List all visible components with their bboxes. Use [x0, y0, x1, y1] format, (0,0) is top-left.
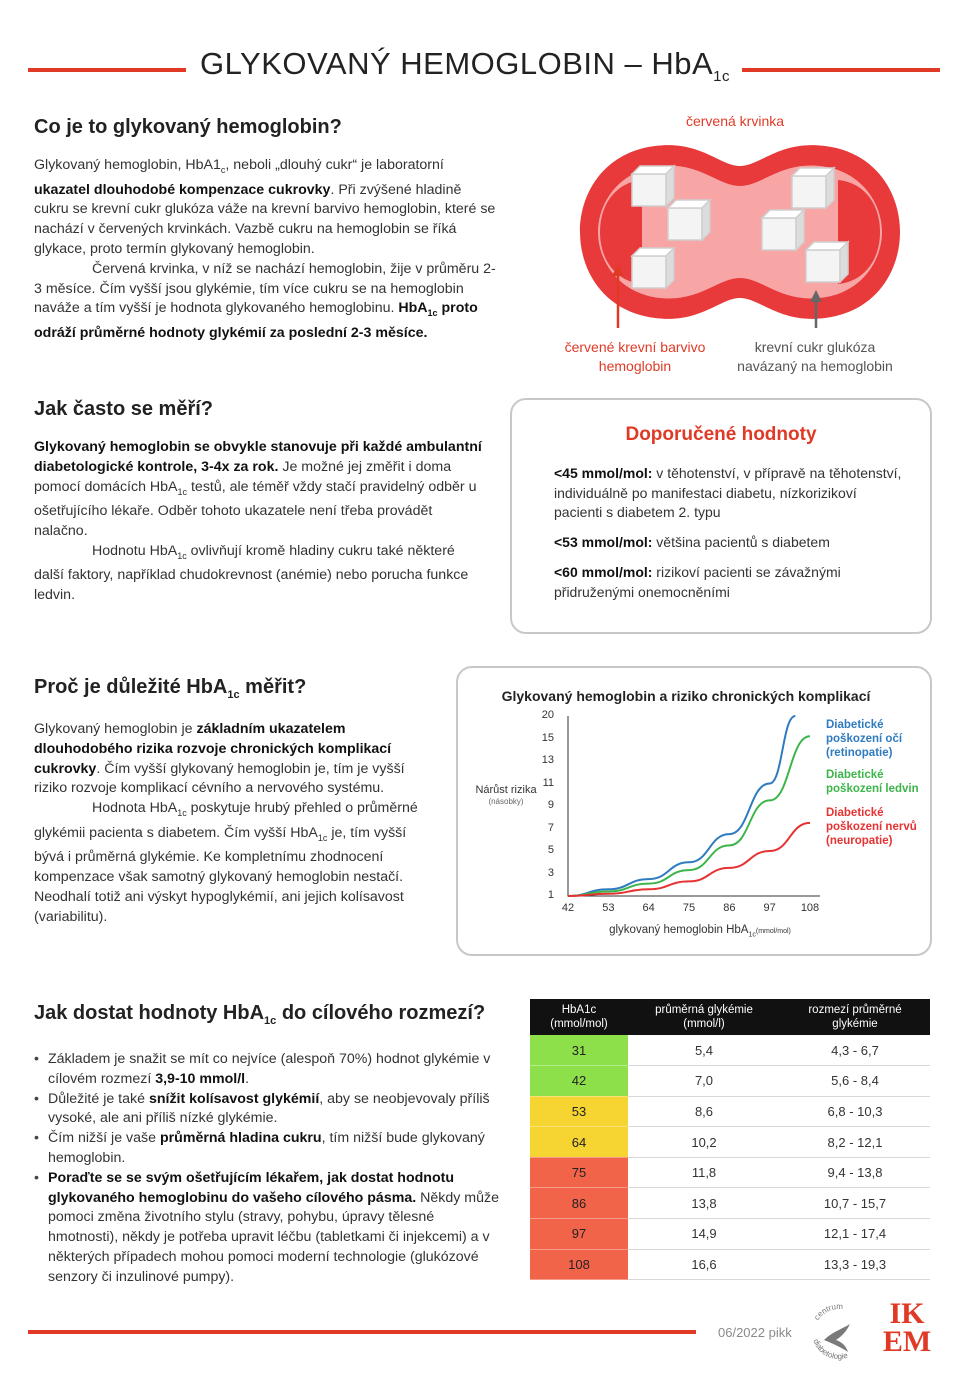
list-item: • Základem je snažit se mít co nejvíce (alespoň 70%) hodnot glykémie v cílovém rozmezí 3,9-10 mmol/l. — [34, 1050, 504, 1090]
list-item: • Důležité je také snížit kolísavost glykémií, aby se neobjevovaly příliš vysoké, ale ani příliš nízké glykémie. — [34, 1090, 504, 1130]
cell-label-hemoglobin: červené krevní barvivo hemoglobin — [564, 339, 706, 374]
chart-y-tick-label: 1 — [547, 889, 554, 901]
chart-y-tick-label: 13 — [541, 754, 554, 766]
chart-legend-item — [826, 806, 926, 848]
chart-x-tick-label: 42 — [561, 902, 575, 914]
header-rule-left — [28, 68, 186, 72]
table-cell-hba1c: 42 — [530, 1066, 628, 1097]
chart-legend-item — [826, 718, 926, 760]
table-row — [530, 1066, 930, 1097]
table-row — [530, 1127, 930, 1158]
chart-plot — [560, 714, 824, 898]
chart-legend-line: (neuropatie) — [826, 835, 893, 847]
cell-label-red-blood-cell: červená krvinka — [685, 113, 785, 129]
ikem-logo: IK EM — [882, 1297, 932, 1358]
recommended-values-title: Doporučené hodnoty — [625, 424, 817, 445]
table-cell-range: 4,3 - 6,7 — [780, 1035, 930, 1066]
page-title: GLYKOVANÝ HEMOGLOBIN – HbA$_{1c}$ — [200, 46, 731, 86]
chart-y-tick-label: 9 — [547, 799, 554, 811]
chart-y-tick-label: 20 — [541, 709, 554, 721]
centrum-diabetologie-badge — [806, 1298, 872, 1370]
chart-y-tick-label: 5 — [547, 844, 554, 856]
red-blood-cell-diagram — [570, 132, 910, 332]
header-rule-right — [742, 68, 940, 72]
chart-series-line-2 — [568, 823, 810, 896]
table-cell-avg: 5,4 — [628, 1035, 780, 1066]
table-row — [530, 1157, 930, 1188]
target-bullet-list — [34, 1050, 504, 1288]
chart-legend-line: poškození nervů — [826, 821, 917, 833]
chart-legend-item — [826, 768, 926, 796]
chart-legend-line: Diabetické — [826, 769, 884, 781]
table-header-row — [530, 999, 930, 1035]
table-cell-range: 5,6 - 8,4 — [780, 1066, 930, 1097]
table-cell-range: 9,4 - 13,8 — [780, 1157, 930, 1188]
table-cell-avg: 16,6 — [628, 1249, 780, 1280]
section-why-heading: Proč je důležité HbA$_{1c}$ měřit? — [34, 676, 307, 701]
table-row — [530, 1035, 930, 1066]
table-row — [530, 1096, 930, 1127]
chart-legend-line: Diabetické — [826, 807, 884, 819]
section-frequency-text: Glykovaný hemoglobin se obvykle stanovuje při každé ambulantní diabetologické kontrole, 3-4x za rok. Je možné jej změřit i doma pomocí domácích HbA$_{1c}$ testů, ale téměř vždy stačí pravidelný odběr u ošetřujícího lékaře. Odběr tohoto ukazatele není třeba provádět nalačno. Hodnotu HbA$_{1c}$ ovlivňují kromě hladiny cukru také některé další faktory, například chudokrevnost (anémie) nebo porucha funkce ledvin. — [34, 439, 482, 604]
chart-y-tick-label: 3 — [547, 866, 554, 879]
table-cell-range: 8,2 - 12,1 — [780, 1127, 930, 1158]
svg-text:diabetologie: diabetologie — [811, 1337, 849, 1362]
chart-xlabel: glykovaný hemoglobin HbA$_{1c}$(mmol/mol) — [609, 924, 791, 939]
table-row — [530, 1249, 930, 1280]
recommended-item-53: <53 mmol/mol: většina pacientů s diabetem — [554, 534, 830, 550]
table-cell-avg: 10,2 — [628, 1127, 780, 1158]
bird-icon — [824, 1324, 850, 1352]
table-cell-range: 12,1 - 17,4 — [780, 1219, 930, 1250]
chart-legend-line: poškození ledvin — [826, 783, 919, 795]
chart-series-line-0 — [568, 716, 795, 896]
list-item: • Poraďte se se svým ošetřujícím lékařem, jak dostat hodnotu glykovaného hemoglobinu do vašeho cílového pásma. Někdy může pomoci změna životního stylu (stravy, pohybu, úpravy tělesné hmotnosti), někdy je potřeba upravit léčbu (tabletkami či injekcemi) a v některých případech mohou pomoci moderní technologie (glukózové senzory či inzulinové pumpy). — [34, 1169, 504, 1288]
chart-legend-line: (retinopatie) — [826, 747, 893, 759]
table-cell-range: 13,3 - 19,3 — [780, 1249, 930, 1280]
table-cell-avg: 13,8 — [628, 1188, 780, 1219]
table-cell-range: 10,7 - 15,7 — [780, 1188, 930, 1219]
chart-x-tick-label: 86 — [723, 902, 736, 914]
table-header-avg: průměrná glykémie (mmol/l) — [628, 999, 780, 1035]
cell-label-glucose: krevní cukr glukóza navázaný na hemoglobin — [737, 339, 893, 374]
chart-legend-line: poškození očí — [826, 733, 903, 745]
chart-y-tick-label: 7 — [547, 821, 554, 834]
table-cell-hba1c: 86 — [530, 1188, 628, 1219]
chart-title: Glykovaný hemoglobin a riziko chronických komplikací — [501, 688, 871, 704]
chart-series-line-1 — [568, 736, 810, 896]
chart-y-tick-label: 11 — [542, 776, 554, 789]
table-cell-avg: 14,9 — [628, 1219, 780, 1250]
table-header-hba1c: HbA1c (mmol/mol) — [530, 999, 628, 1035]
table-cell-avg: 7,0 — [628, 1066, 780, 1097]
chart-y-tick-label: 15 — [541, 731, 554, 744]
section-frequency-heading: Jak často se měří? — [34, 398, 213, 420]
table-cell-hba1c: 64 — [530, 1127, 628, 1158]
section-why-text: Glykovaný hemoglobin je základním ukazatelem dlouhodobého rizika rozvoje chronických komplikací cukrovky. Čím vyšší glykovaný hemoglobin je, tím je vyšší riziko rozvoje komplikací cévního a nervového systému. Hodnota HbA$_{1c}$ poskytuje hrubý přehled o průměrné glykémii pacienta s diabetem. Čím vyšší HbA$_{1c}$ je, tím vyšší bývá i průměrná glykémie. Ke kompletnímu zhodnocení kompenzace však samotný glykovaný hemoglobin nestačí. Neodhalí totiž ani výskyt hypoglykémií, ani jejich kolísavost (variabilitu). — [34, 721, 418, 925]
svg-text:centrum: centrum — [812, 1301, 844, 1322]
chart-x-tick-label: 64 — [642, 902, 655, 914]
recommended-item-60: <60 mmol/mol: rizikoví pacienti se závažnými přidruženými onemocněními — [554, 564, 841, 600]
section-target-heading: Jak dostat hodnoty HbA$_{1c}$ do cílového rozmezí? — [34, 1002, 486, 1027]
recommended-item-45: <45 mmol/mol: v těhotenství, v přípravě na těhotenství, individuálně po manifestaci diabetu, nízkorizikoví pacienti s diabetem 2. typu — [554, 465, 902, 520]
chart-x-tick-label: 75 — [682, 902, 696, 914]
section-what-text: Glykovaný hemoglobin, $HbA1_c$, neboli „dlouhý cukr“ je laboratorní ukazatel dlouhodobé kompenzace cukrovky. Při zvýšené hladině cukru se krevní cukr glukóza váže na krevní barvivo hemoglobin, které se nachází v červených krvinkách. Vazbě cukru na hemoglobin se říká glykace, proto termín glykovaný hemoglobin. Červená krvinka, v níž se nachází hemoglobin, žije v průměru 2-3 měsíce. Čím vyšší jsou glykémie, tím více cukru se na hemoglobin naváže a tím vyšší je hodnota glykovaného hemoglobinu. HbA$_{1c}$ proto odráží průměrné hodnoty glykémií za poslední 2-3 měsíce. — [34, 157, 496, 342]
table-cell-hba1c: 108 — [530, 1249, 628, 1280]
table-cell-range: 6,8 - 10,3 — [780, 1096, 930, 1127]
section-what-heading: Co je to glykovaný hemoglobin? — [34, 116, 342, 138]
table-cell-hba1c: 31 — [530, 1035, 628, 1066]
chart-x-tick-label: 53 — [602, 902, 615, 914]
table-cell-hba1c: 53 — [530, 1096, 628, 1127]
table-cell-avg: 8,6 — [628, 1096, 780, 1127]
chart-x-tick-label: 97 — [763, 902, 776, 914]
chart-legend-line: Diabetické — [826, 719, 884, 731]
table-cell-avg: 11,8 — [628, 1157, 780, 1188]
table-cell-hba1c: 75 — [530, 1157, 628, 1188]
table-row — [530, 1188, 930, 1219]
table-cell-hba1c: 97 — [530, 1219, 628, 1250]
hba1c-glycemia-table — [530, 999, 930, 1280]
table-header-range: rozmezí průměrné glykémie — [780, 999, 930, 1035]
chart-ylabel: Nárůst rizika (násobky) — [475, 784, 537, 806]
footer-rule — [28, 1330, 696, 1334]
list-item: • Čím nižší je vaše průměrná hladina cukru, tím nižší bude glykovaný hemoglobin. — [34, 1129, 504, 1169]
chart-x-tick-label: 108 — [800, 902, 820, 914]
table-row — [530, 1219, 930, 1250]
footer-date: 06/2022 pikk — [718, 1325, 792, 1340]
